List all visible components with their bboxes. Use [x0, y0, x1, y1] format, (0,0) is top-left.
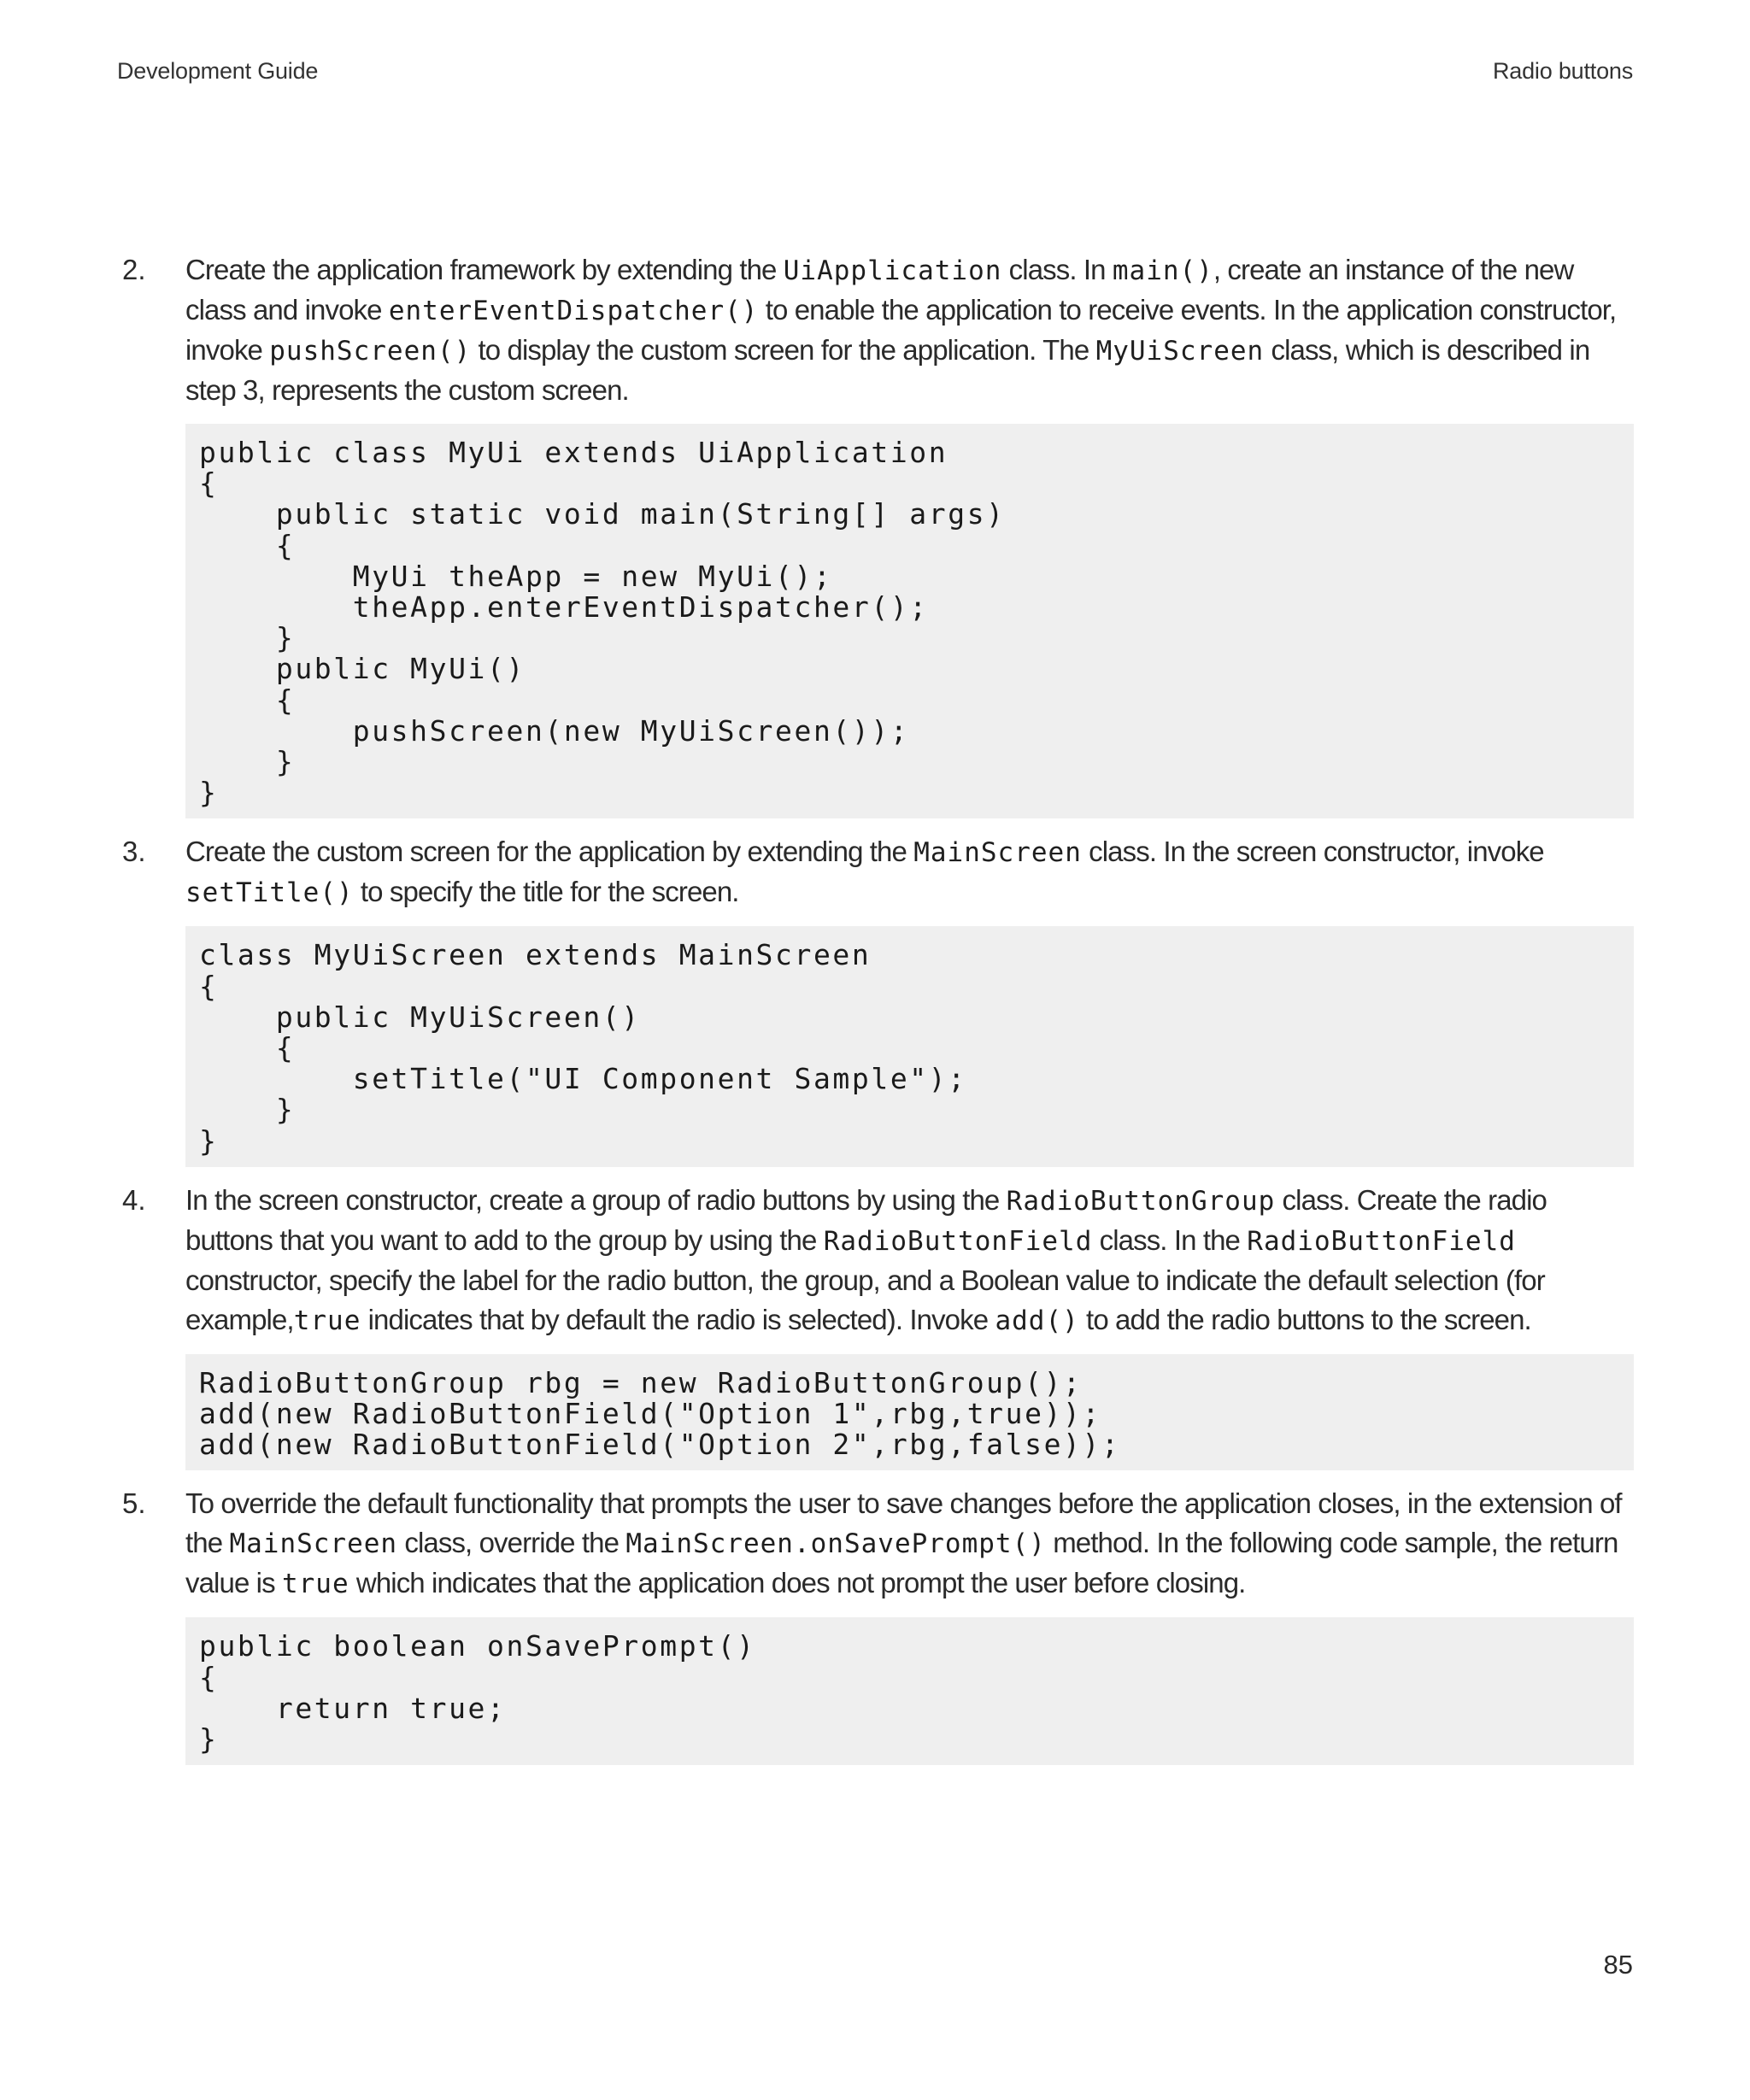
code-line: {: [199, 1031, 296, 1065]
code-line: MyUi theApp = new MyUi();: [199, 559, 833, 593]
page-number: 85: [1603, 1950, 1633, 1980]
code-line: {: [199, 969, 219, 1003]
code-line: return true;: [199, 1691, 507, 1725]
code-line: }: [199, 1093, 296, 1127]
text-run: to display the custom screen for the application. The: [471, 334, 1096, 366]
text-run: Create the application framework by extending the: [185, 254, 784, 285]
code-line: }: [199, 1722, 219, 1757]
text-run: constructor, specify the label for the radio button, the group, and a Boolean value to indicate the default selection (for example,: [185, 1264, 1545, 1335]
text-run: to enable the application to receive events. In the application constructor, invoke: [185, 294, 1617, 366]
inline-code: UiApplication: [783, 255, 1002, 286]
inline-code: MainScreen: [913, 837, 1082, 869]
code-line: {: [199, 466, 219, 501]
code-line: {: [199, 683, 296, 717]
code-block: [185, 1354, 1634, 1471]
code-line: public MyUi(): [199, 652, 526, 686]
step-item: [117, 1181, 1634, 1471]
inline-code: pushScreen(): [269, 336, 472, 367]
code-line: public MyUiScreen(): [199, 1000, 641, 1034]
header-doc-title: Development Guide: [117, 58, 319, 84]
code-block: [185, 1617, 1634, 1765]
text-run: To override the default functionality that prompts the user to save changes before the application closes, in the extension of the: [185, 1487, 1622, 1559]
code-line: {: [199, 1660, 219, 1694]
code-line: }: [199, 621, 296, 655]
inline-code: MainScreen.onSavePrompt(): [625, 1528, 1046, 1560]
text-run: class, which is described in step 3, represents the custom screen.: [185, 334, 1590, 406]
text-run: class. In the: [1092, 1223, 1248, 1256]
inline-code: MainScreen: [229, 1528, 398, 1560]
text-run: indicates that by default the radio is selected). Invoke: [361, 1303, 995, 1335]
step-item: [117, 832, 1634, 1166]
code-line: }: [199, 776, 219, 810]
text-run: to add the radio buttons to the screen.: [1078, 1303, 1531, 1335]
code-line: public boolean onSavePrompt(): [199, 1629, 756, 1663]
step-paragraph: [185, 832, 1634, 912]
header-section-title: Radio buttons: [1492, 58, 1633, 84]
code-line: add(new RadioButtonField("Option 1",rbg,true));: [199, 1397, 1101, 1431]
code-block: [185, 424, 1634, 818]
code-line: add(new RadioButtonField("Option 2",rbg,false));: [199, 1428, 1121, 1462]
inline-code: main(): [1112, 255, 1213, 286]
code-line: {: [199, 528, 296, 562]
text-run: which indicates that the application does not prompt the user before closing.: [349, 1567, 1246, 1599]
step-item: [117, 1484, 1634, 1765]
text-run: class. Create the radio buttons that you want to add to the group by using the: [185, 1183, 1547, 1256]
code-line: RadioButtonGroup rbg = new RadioButtonGroup();: [199, 1365, 1083, 1399]
text-run: to specify the title for the screen.: [353, 876, 739, 908]
code-line: }: [199, 745, 296, 779]
step-number: 5.: [122, 1487, 146, 1520]
code-line: public static void main(String[] args): [199, 497, 1006, 531]
page-header: [117, 58, 1633, 85]
inline-code: enterEventDispatcher(): [388, 296, 759, 326]
text-run: class. In: [1001, 254, 1113, 285]
code-line: pushScreen(new MyUiScreen());: [199, 713, 910, 748]
code-block: [185, 926, 1634, 1166]
step-paragraph: [185, 250, 1634, 410]
text-run: class. In the screen constructor, invoke: [1081, 836, 1544, 868]
step-number: 2.: [122, 254, 146, 285]
text-run: , create an instance of the new class and invoke: [185, 254, 1574, 326]
inline-code: RadioButtonGroup: [1006, 1185, 1276, 1217]
code-line: }: [199, 1123, 219, 1158]
inline-code: setTitle(): [185, 877, 354, 909]
code-line: public class MyUi extends UiApplication: [199, 436, 948, 469]
text-run: method. In the following code sample, the return value is: [185, 1527, 1618, 1599]
inline-code: RadioButtonField: [823, 1225, 1093, 1257]
step-paragraph: [185, 1484, 1634, 1604]
text-run: In the screen constructor, create a group of radio buttons by using the: [185, 1183, 1007, 1216]
code-line: theApp.enterEventDispatcher();: [199, 590, 929, 625]
text-run: class, override the: [397, 1527, 626, 1559]
inline-code: add(): [995, 1305, 1079, 1336]
step-number: 3.: [122, 836, 146, 868]
step-paragraph: [185, 1181, 1634, 1340]
text-run: Create the custom screen for the application by extending the: [185, 836, 914, 868]
code-line: class MyUiScreen extends MainScreen: [199, 938, 872, 972]
step-item: [117, 250, 1634, 818]
steps-list: [117, 250, 1634, 1779]
code-line: setTitle("UI Component Sample");: [199, 1062, 967, 1096]
inline-code: true: [281, 1569, 349, 1600]
inline-code: MyUiScreen: [1095, 336, 1265, 367]
inline-code: RadioButtonField: [1247, 1225, 1516, 1257]
inline-code: true: [293, 1305, 361, 1336]
step-number: 4.: [122, 1183, 146, 1216]
